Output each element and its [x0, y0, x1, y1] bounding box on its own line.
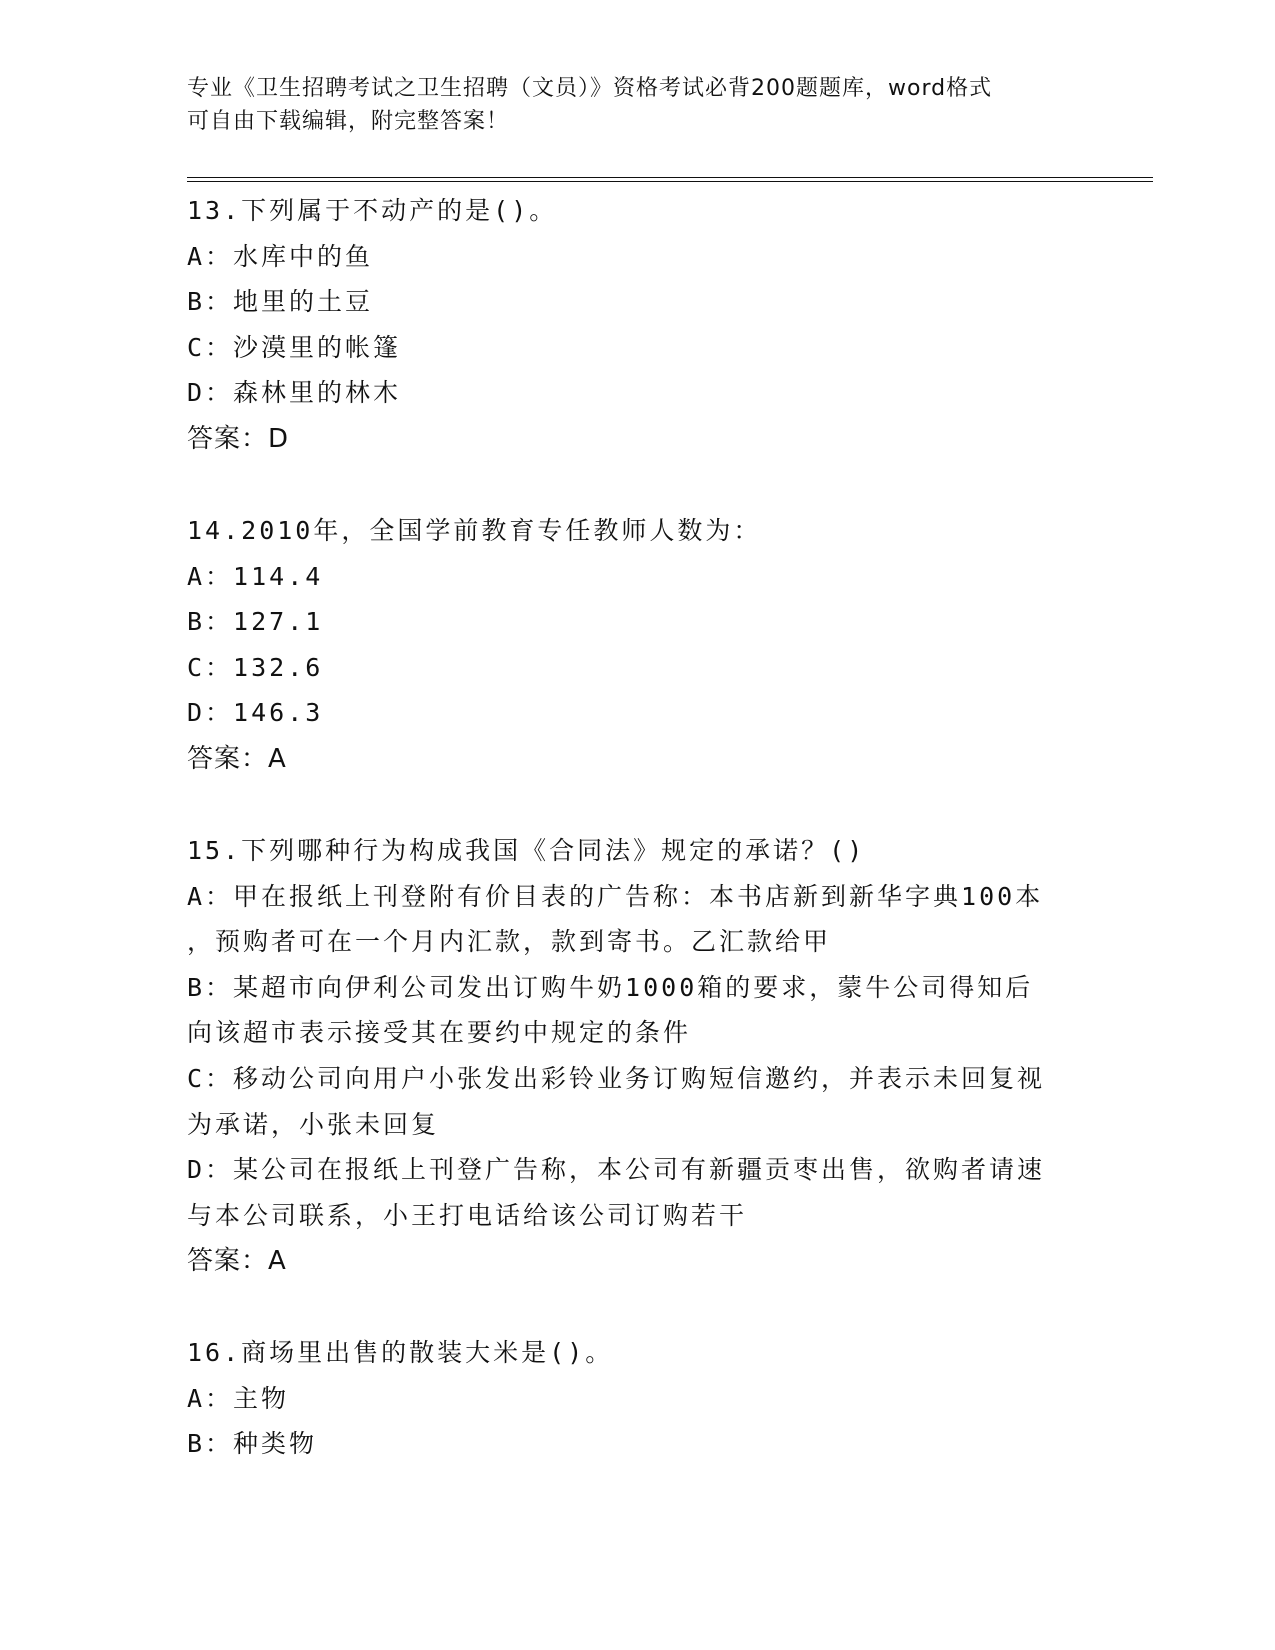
option-a: A：水库中的鱼	[187, 241, 374, 271]
answer-label: 答案：	[187, 423, 269, 454]
document-header	[187, 72, 1087, 138]
option-b: B：种类物	[187, 1429, 318, 1459]
question-13	[187, 188, 1087, 462]
question-15	[187, 828, 1087, 1284]
answer-label: 答案：	[187, 1246, 269, 1277]
question-list	[187, 188, 1087, 1513]
header-divider-bottom	[187, 181, 1153, 182]
question-stem: 13.下列属于不动产的是()。	[187, 196, 558, 225]
header-title-line-2: 可自由下载编辑，附完整答案！	[187, 109, 510, 134]
question-stem: 14.2010年，全国学前教育专任教师人数为：	[187, 515, 762, 545]
answer-value: D	[268, 423, 290, 454]
answer-value: A	[268, 743, 287, 774]
header-title-line-1: 专业《卫生招聘考试之卫生招聘（文员）》资格考试必背200题题库，word格式	[187, 76, 993, 101]
option-b: B：地里的土豆	[187, 287, 374, 317]
option-c: C：132.6	[187, 652, 324, 682]
option-a: A：114.4	[187, 561, 324, 591]
question-16	[187, 1330, 1087, 1467]
answer-line	[187, 416, 1087, 462]
option-a-line-1: A：甲在报纸上刊登附有价目表的广告称：本书店新到新华字典100本	[187, 881, 1044, 911]
answer-value: A	[268, 1246, 287, 1277]
option-d: D：森林里的林木	[187, 378, 402, 408]
option-b-line-2: 向该超市表示接受其在要约中规定的条件	[187, 1018, 692, 1048]
option-d: D：146.3	[187, 698, 324, 728]
answer-line	[187, 1238, 1087, 1284]
option-d-line-1: D：某公司在报纸上刊登广告称，本公司有新疆贡枣出售，欲购者请速	[187, 1155, 1046, 1185]
option-a-line-2: ，预购者可在一个月内汇款，款到寄书。乙汇款给甲	[187, 927, 832, 957]
option-d-line-2: 与本公司联系，小王打电话给该公司订购若干	[187, 1200, 748, 1230]
question-stem: 16.商场里出售的散装大米是()。	[187, 1338, 614, 1368]
option-c-line-2: 为承诺，小张未回复	[187, 1109, 440, 1139]
header-divider-top	[187, 177, 1153, 178]
option-a: A：主物	[187, 1383, 290, 1413]
option-b: B：127.1	[187, 607, 324, 637]
question-14	[187, 508, 1087, 782]
answer-label: 答案：	[187, 743, 269, 774]
answer-line	[187, 736, 1087, 782]
question-stem: 15.下列哪种行为构成我国《合同法》规定的承诺？()	[187, 835, 866, 865]
option-b-line-1: B：某超市向伊利公司发出订购牛奶1000箱的要求，蒙牛公司得知后	[187, 972, 1034, 1002]
option-c-line-1: C：移动公司向用户小张发出彩铃业务订购短信邀约，并表示未回复视	[187, 1063, 1046, 1093]
option-c: C：沙漠里的帐篷	[187, 332, 402, 362]
